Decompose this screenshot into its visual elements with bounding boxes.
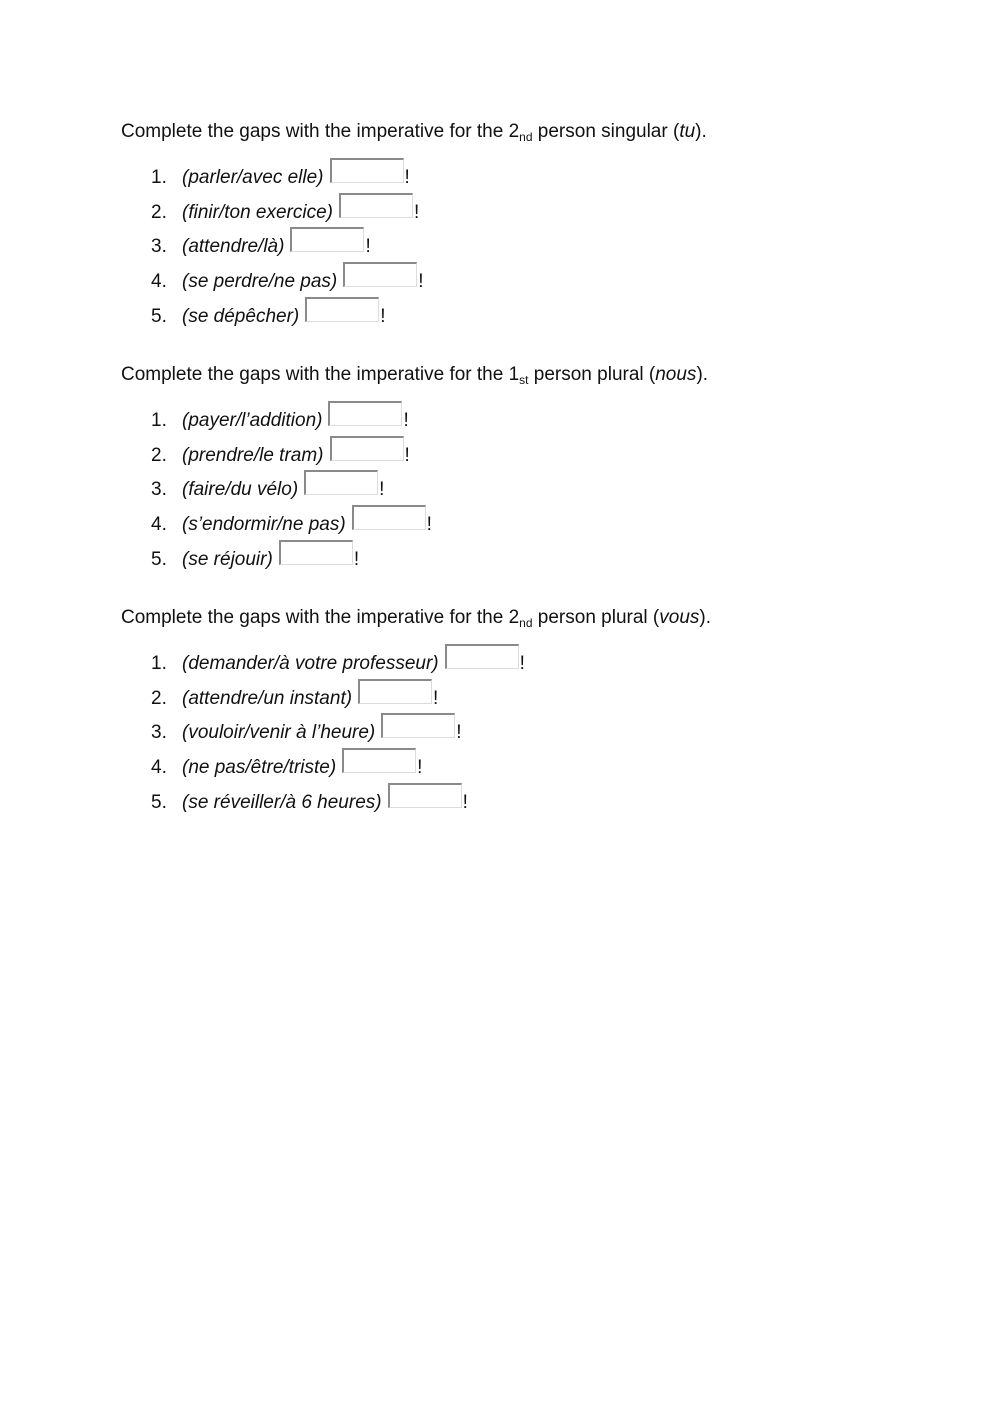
exclamation-mark: ! bbox=[403, 410, 409, 431]
exclamation-mark: ! bbox=[433, 687, 439, 709]
exercise-list bbox=[151, 164, 424, 337]
item-number: 2. bbox=[151, 687, 167, 709]
exclamation-mark: ! bbox=[380, 305, 386, 327]
answer-gap-input[interactable] bbox=[305, 297, 379, 322]
exclamation-mark: ! bbox=[404, 444, 410, 466]
answer-gap-input[interactable] bbox=[330, 158, 404, 183]
item-prompt: (prendre/le tram) bbox=[182, 444, 324, 466]
instruction-part: ). bbox=[696, 364, 709, 385]
section-vous bbox=[121, 606, 941, 813]
item-prompt: (se dépêcher) bbox=[182, 305, 300, 327]
answer-gap-input[interactable] bbox=[290, 227, 364, 252]
item-number: 2. bbox=[151, 444, 167, 466]
answer-gap-input[interactable] bbox=[328, 401, 402, 426]
answer-gap-input[interactable] bbox=[388, 783, 462, 808]
exercise-item bbox=[151, 546, 432, 581]
exclamation-mark: ! bbox=[418, 271, 424, 293]
item-number: 3. bbox=[151, 479, 167, 501]
answer-gap-input[interactable] bbox=[342, 748, 416, 773]
item-number: 4. bbox=[151, 271, 167, 293]
exclamation-mark: ! bbox=[414, 201, 420, 223]
instruction-part: Complete the gaps with the imperative for the 1 bbox=[121, 364, 520, 385]
item-number: 5. bbox=[151, 305, 167, 327]
instruction-pronoun: vous bbox=[659, 607, 700, 628]
item-number: 2. bbox=[151, 201, 167, 223]
exercise-item bbox=[151, 789, 525, 824]
instruction-part: Complete the gaps with the imperative for the 2 bbox=[121, 607, 520, 628]
answer-gap-input[interactable] bbox=[358, 679, 432, 704]
instruction-pronoun: nous bbox=[655, 364, 697, 385]
exercise-item bbox=[151, 268, 424, 303]
exclamation-mark: ! bbox=[462, 791, 468, 813]
answer-gap-input[interactable] bbox=[304, 470, 378, 495]
item-number: 3. bbox=[151, 722, 167, 744]
section-nous bbox=[121, 363, 941, 570]
exclamation-mark: ! bbox=[417, 757, 423, 779]
exclamation-mark: ! bbox=[519, 653, 525, 674]
exclamation-mark: ! bbox=[456, 722, 462, 744]
instruction-text bbox=[121, 120, 941, 145]
instruction-pronoun: tu bbox=[679, 121, 696, 142]
exclamation-mark: ! bbox=[353, 548, 360, 570]
exclamation-mark: ! bbox=[404, 167, 410, 188]
exercise-item bbox=[151, 719, 525, 754]
answer-gap-input[interactable] bbox=[330, 436, 404, 461]
exercise-list bbox=[151, 650, 525, 823]
exercise-item bbox=[151, 650, 525, 685]
item-prompt: (parler/avec elle) bbox=[182, 167, 324, 188]
exclamation-mark: ! bbox=[426, 514, 432, 536]
instruction-subscript: nd bbox=[519, 130, 533, 144]
answer-gap-input[interactable] bbox=[279, 540, 353, 565]
instruction-subscript: st bbox=[519, 373, 529, 387]
exercise-item bbox=[151, 754, 525, 789]
item-prompt: (vouloir/venir à l’heure) bbox=[182, 722, 376, 744]
item-prompt: (se réveiller/à 6 heures) bbox=[182, 791, 382, 813]
answer-gap-input[interactable] bbox=[343, 262, 417, 287]
section-tu bbox=[121, 120, 941, 327]
item-prompt: (demander/à votre professeur) bbox=[182, 653, 439, 674]
instruction-part: ). bbox=[695, 121, 707, 142]
item-number: 1. bbox=[151, 410, 167, 431]
instruction-part: person plural ( bbox=[528, 364, 656, 385]
item-number: 1. bbox=[151, 653, 167, 674]
item-prompt: (attendre/un instant) bbox=[182, 687, 353, 709]
instruction-part: ). bbox=[699, 607, 711, 628]
item-prompt: (ne pas/être/triste) bbox=[182, 757, 337, 779]
item-prompt: (faire/du vélo) bbox=[182, 479, 299, 501]
item-prompt: (finir/ton exercice) bbox=[182, 201, 333, 223]
item-number: 5. bbox=[151, 548, 167, 570]
instruction-subscript: nd bbox=[519, 616, 533, 630]
exercise-item bbox=[151, 303, 424, 338]
item-number: 4. bbox=[151, 514, 167, 536]
answer-gap-input[interactable] bbox=[352, 505, 426, 530]
exclamation-mark: ! bbox=[365, 236, 371, 258]
answer-gap-input[interactable] bbox=[339, 193, 413, 218]
item-prompt: (se perdre/ne pas) bbox=[182, 271, 338, 293]
item-prompt: (se réjouir) bbox=[182, 548, 273, 570]
exercise-item bbox=[151, 199, 424, 234]
item-prompt: (payer/l’addition) bbox=[182, 410, 323, 431]
exercise-item bbox=[151, 685, 525, 720]
item-number: 4. bbox=[151, 757, 167, 779]
item-number: 3. bbox=[151, 236, 167, 258]
instruction-part: person plural ( bbox=[532, 607, 660, 628]
instruction-text bbox=[121, 606, 941, 631]
answer-gap-input[interactable] bbox=[381, 713, 455, 738]
instruction-part: person singular ( bbox=[532, 121, 680, 142]
item-number: 1. bbox=[151, 167, 167, 188]
item-number: 5. bbox=[151, 791, 167, 813]
instruction-text bbox=[121, 363, 941, 388]
item-prompt: (s’endormir/ne pas) bbox=[182, 514, 346, 536]
answer-gap-input[interactable] bbox=[445, 644, 519, 669]
exclamation-mark: ! bbox=[379, 479, 385, 501]
exercise-list bbox=[151, 407, 432, 580]
instruction-part: Complete the gaps with the imperative for the 2 bbox=[121, 121, 520, 142]
exercise-item bbox=[151, 442, 432, 477]
item-prompt: (attendre/là) bbox=[182, 236, 285, 258]
